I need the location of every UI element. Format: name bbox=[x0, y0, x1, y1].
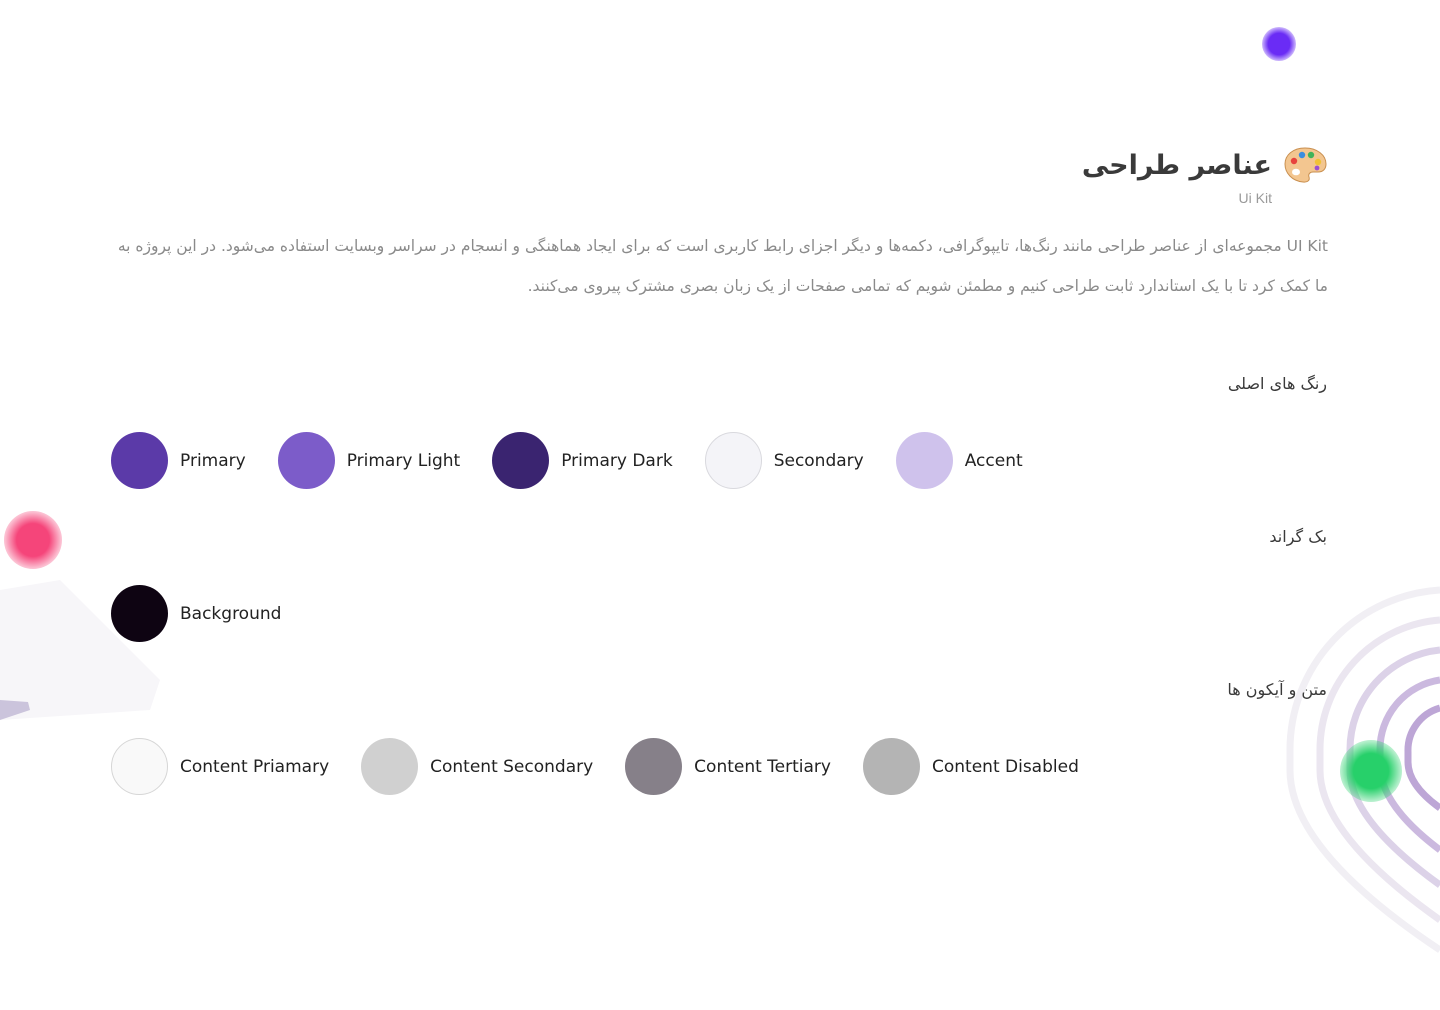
page-header bbox=[1082, 142, 1328, 188]
page-description: UI Kit مجموعه‌ای از عناصر طراحی مانند رنگ‌ها، تایپوگرافی، دکمه‌ها و دیگر اجزای رابط کاربری است که برای ایجاد هماهنگی و انسجام در سراسر وبسایت استفاده می‌شود. در این پروژه به ما کمک کرد تا با یک استاندارد ثابت طراحی کنیم و مطمئن شویم که تمامی صفحات از یک زبان بصری مشترک پیروی می‌کنند. bbox=[117, 237, 1328, 295]
swatch-label: Content Secondary bbox=[430, 756, 594, 777]
color-circle-content-secondary bbox=[361, 738, 418, 795]
swatch-row-main-colors bbox=[111, 432, 1023, 489]
swatch-background bbox=[111, 585, 281, 642]
swatch-label: Primary bbox=[180, 450, 246, 471]
swatch-secondary bbox=[705, 432, 864, 489]
swatch-label: Primary Dark bbox=[561, 450, 673, 471]
swatch-primary-light bbox=[278, 432, 461, 489]
swatch-content-secondary bbox=[361, 738, 593, 795]
page-title: عناصر طراحی bbox=[1081, 149, 1272, 181]
swatch-primary bbox=[111, 432, 246, 489]
swatch-primary-dark bbox=[492, 432, 672, 489]
color-circle-content-primary bbox=[111, 738, 168, 795]
swatch-label: Secondary bbox=[773, 450, 864, 471]
color-circle-primary bbox=[111, 432, 168, 489]
page-subtitle: Ui Kit bbox=[1238, 190, 1272, 206]
swatch-label: Content Tertiary bbox=[694, 756, 831, 777]
swatch-content-disabled bbox=[863, 738, 1079, 795]
decorative-purple-blob bbox=[1262, 27, 1296, 61]
swatch-row-background bbox=[111, 585, 281, 642]
swatch-content-primary bbox=[111, 738, 329, 795]
color-circle-content-tertiary bbox=[625, 738, 682, 795]
color-circle-background bbox=[111, 585, 168, 642]
section-title-background: بک گراند bbox=[1269, 527, 1327, 546]
swatch-content-tertiary bbox=[625, 738, 831, 795]
decorative-green-blob bbox=[1340, 740, 1402, 802]
color-circle-primary-light bbox=[278, 432, 335, 489]
section-title-text-icons: متن و آیکون ها bbox=[1227, 680, 1327, 699]
swatch-accent bbox=[896, 432, 1023, 489]
palette-icon bbox=[1282, 142, 1328, 188]
color-circle-content-disabled bbox=[863, 738, 920, 795]
swatch-label: Accent bbox=[964, 450, 1023, 471]
swatch-label: Primary Light bbox=[346, 450, 461, 471]
section-title-main-colors: رنگ های اصلی bbox=[1227, 374, 1327, 393]
swatch-label: Background bbox=[180, 603, 282, 624]
swatch-label: Content Priamary bbox=[180, 756, 330, 777]
color-circle-primary-dark bbox=[492, 432, 549, 489]
color-circle-accent bbox=[896, 432, 953, 489]
swatch-label: Content Disabled bbox=[932, 756, 1079, 777]
swatch-row-text-icons bbox=[111, 738, 1079, 795]
color-circle-secondary bbox=[705, 432, 762, 489]
